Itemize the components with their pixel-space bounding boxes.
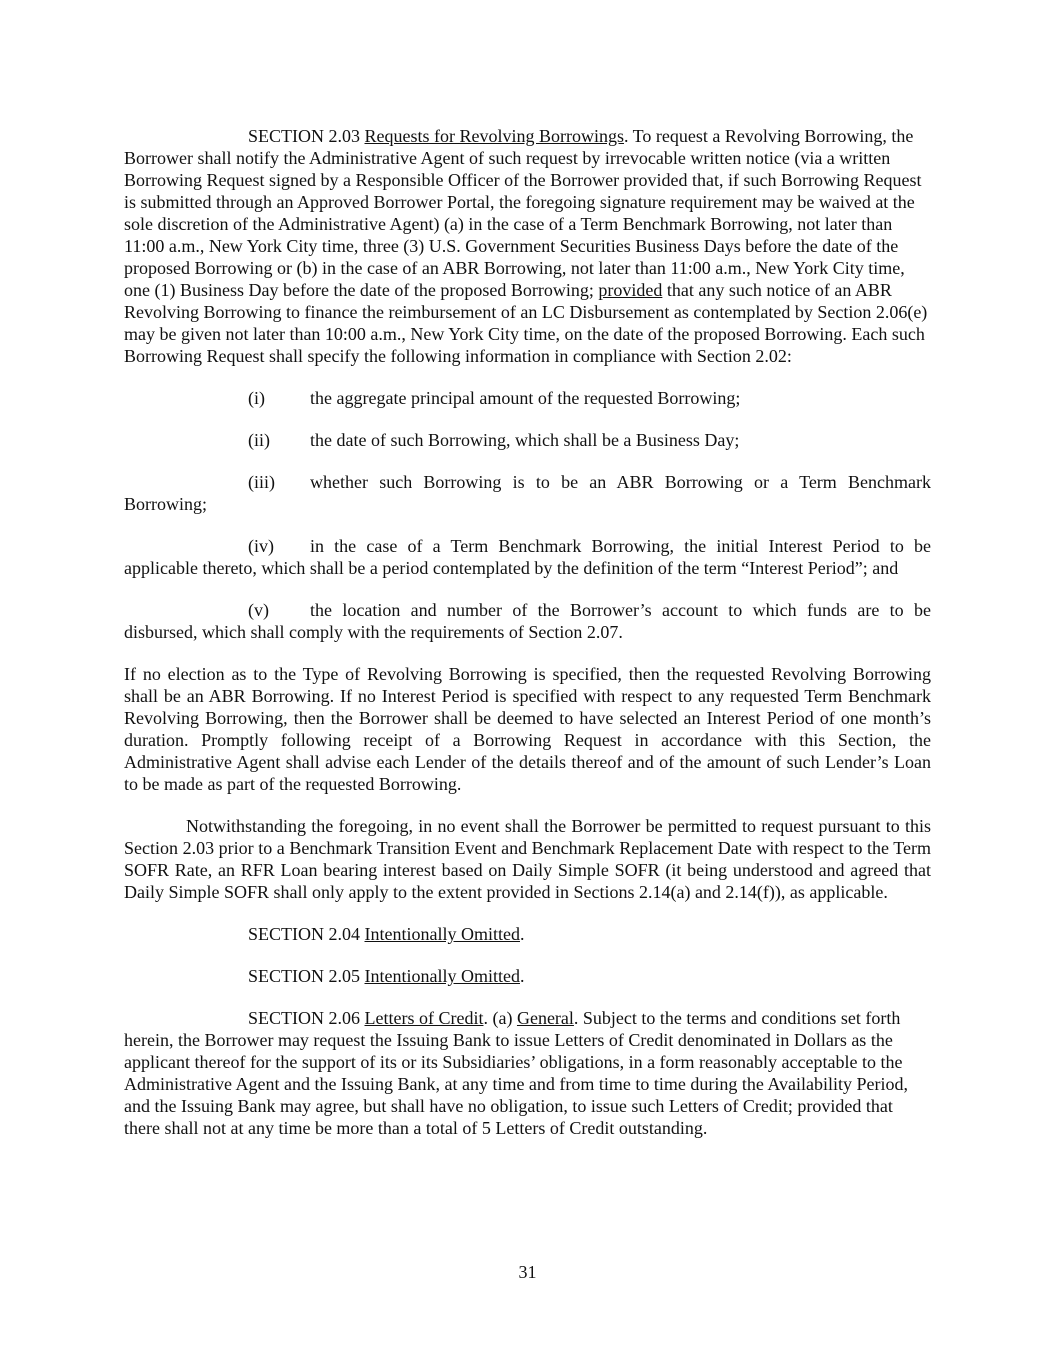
list-item-iv: [124, 535, 931, 579]
list-item-number: (iii): [248, 472, 275, 492]
list-item-text: whether such Borrowing is to be an ABR Borrowing or a Term Benchmark Borrowing;: [124, 472, 931, 514]
document-body: [124, 125, 931, 1139]
list-item-number: (i): [248, 388, 265, 408]
section-2-06-heading: SECTION 2.06: [248, 1008, 365, 1028]
list-item-text: the date of such Borrowing, which shall be a Business Day;: [310, 430, 740, 450]
list-item-i: [124, 387, 931, 409]
list-item-iii: [124, 471, 931, 515]
section-2-06-text: . Subject to the terms and conditions set forth herein, the Borrower may request the Issuing Bank to issue Letters of Credit denominated in Dollars as the applicant thereof for the support of its or its Subsidiaries’ obligations, in a form reasonably acceptable to the Administrative Agent and the Issuing Bank, at any time and from time to time during the Availability Period, and the Issuing Bank may agree, but shall have no obligation, to issue such Letters of Credit; provided that there shall not at any time be more than a total of 5 Letters of Credit outstanding.: [124, 1008, 909, 1138]
section-2-05-paragraph: [124, 965, 931, 987]
list-item-text: in the case of a Term Benchmark Borrowing, the initial Interest Period to be applicable thereto, which shall be a period contemplated by the definition of the term “Interest Period”; and: [124, 536, 931, 578]
list-item-v: [124, 599, 931, 643]
section-2-06-title: Letters of Credit: [364, 1008, 484, 1028]
section-2-06-subtitle: General: [516, 1008, 574, 1028]
section-2-03-paragraph: [124, 125, 931, 367]
list-item-number: (iv): [248, 536, 274, 556]
section-2-06-mid: . (a): [483, 1008, 517, 1028]
section-2-04-heading: SECTION 2.04: [248, 924, 365, 944]
provided-term: provided: [598, 280, 663, 300]
section-2-03-heading: SECTION 2.03: [248, 126, 365, 146]
section-2-03-title: Requests for Revolving Borrowings: [364, 126, 624, 146]
section-2-05-period: .: [519, 966, 525, 986]
section-2-03-text-2: that any such notice of an ABR Revolving Borrowing to finance the reimbursement of an LC Disbursement as contemplated by Section 2.06(e) may be given not later than 10:00 a.m., New York City time, on the date of the proposed Borrowing. Each such Borrowing Request shall specify the following information in compliance with Section 2.02:: [124, 280, 928, 366]
section-2-05-heading: SECTION 2.05: [248, 966, 365, 986]
list-item-number: (ii): [248, 430, 270, 450]
section-2-04-title: Intentionally Omitted: [364, 924, 520, 944]
list-item-ii: [124, 429, 931, 451]
election-paragraph: If no election as to the Type of Revolving Borrowing is specified, then the requested Revolving Borrowing shall be an ABR Borrowing. If no Interest Period is specified with respect to any requested Term Benchmark Revolving Borrowing, then the Borrower shall be deemed to have selected an Interest Period of one month’s duration. Promptly following receipt of a Borrowing Request in accordance with this Section, the Administrative Agent shall advise each Lender of the details thereof and of the amount of such Lender’s Loan to be made as part of the requested Borrowing.: [124, 664, 931, 794]
list-item-text: the aggregate principal amount of the requested Borrowing;: [310, 388, 741, 408]
notwithstanding-paragraph: Notwithstanding the foregoing, in no event shall the Borrower be permitted to request pursuant to this Section 2.03 prior to a Benchmark Transition Event and Benchmark Replacement Date with respect to the Term SOFR Rate, an RFR Loan bearing interest based on Daily Simple SOFR (it being understood and agreed that Daily Simple SOFR shall only apply to the extent provided in Sections 2.14(a) and 2.14(f)), as applicable.: [124, 816, 931, 902]
section-2-03-text-1: . To request a Revolving Borrowing, the Borrower shall notify the Administrative Agent of such request by irrevocable written notice (via a written Borrowing Request signed by a Responsible Officer of the Borrower provided that, if such Borrowing Request is submitted through an Approved Borrower Portal, the foregoing signature requirement may be waived at the sole discretion of the Administrative Agent) (a) in the case of a Term Benchmark Borrowing, not later than 11:00 a.m., New York City time, three (3) U.S. Government Securities Business Days before the date of the proposed Borrowing or (b) in the case of an ABR Borrowing, not later than 11:00 a.m., New York City time, one (1) Business Day before the date of the proposed Borrowing;: [124, 126, 922, 300]
list-item-text: the location and number of the Borrower’s account to which funds are to be disbursed, which shall comply with the requirements of Section 2.07.: [124, 600, 931, 642]
section-2-04-period: .: [519, 924, 525, 944]
section-2-06-paragraph: [124, 1007, 931, 1139]
page-number: 31: [518, 1262, 537, 1282]
section-2-04-paragraph: [124, 923, 931, 945]
list-item-number: (v): [248, 600, 269, 620]
section-2-05-title: Intentionally Omitted: [364, 966, 520, 986]
